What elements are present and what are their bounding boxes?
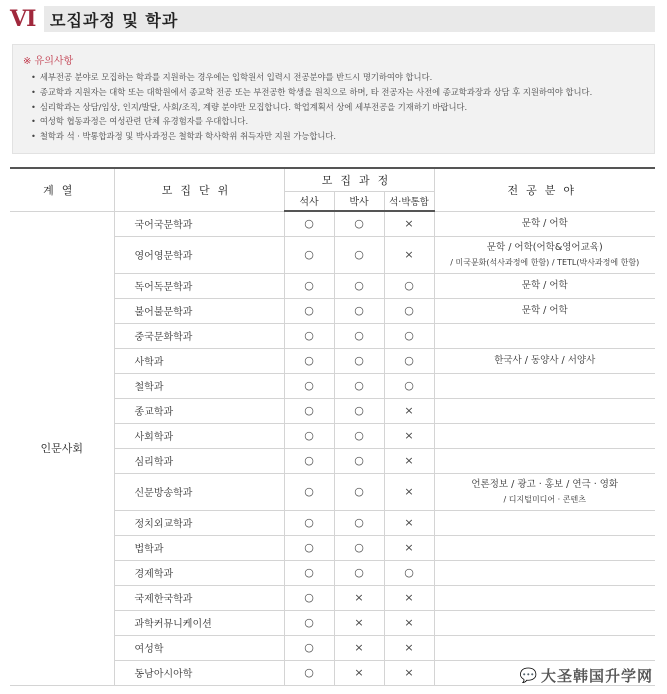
unit-cell xyxy=(114,211,284,236)
field-text: 문학 / 어학(어학&영어교육) xyxy=(486,241,603,253)
watermark xyxy=(520,665,653,686)
masters-mark: ○ xyxy=(284,211,334,236)
field-cell xyxy=(434,635,655,660)
unit-cell xyxy=(114,660,284,685)
field-cell xyxy=(434,298,655,323)
field-text: 문학 / 어학 xyxy=(521,218,568,229)
masters-mark: ○ xyxy=(284,373,334,398)
unit-name: 영어영문학과 xyxy=(134,251,193,262)
header-group: 계열 xyxy=(10,168,114,211)
program-table-body xyxy=(10,211,655,685)
masters-mark: ○ xyxy=(284,473,334,510)
masters-mark: ○ xyxy=(284,585,334,610)
doctoral-mark: × xyxy=(334,610,384,635)
unit-name: 독어독문학과 xyxy=(134,282,193,293)
table-row xyxy=(10,211,655,236)
doctoral-mark: ○ xyxy=(334,323,384,348)
doctoral-mark: ○ xyxy=(334,236,384,273)
integrated-mark: × xyxy=(384,473,434,510)
notice-item: • 세부전공 분야로 모집하는 학과를 지원하는 경우에는 입학원서 입력시 전공분야를 반드시 명기하여야 합니다. xyxy=(23,70,644,85)
masters-mark: ○ xyxy=(284,398,334,423)
header-course: 모집과정 xyxy=(284,168,434,191)
doctoral-mark: ○ xyxy=(334,373,384,398)
integrated-mark: × xyxy=(384,510,434,535)
field-text-line2: / 미국문화(석사과정에 한함) / TETL(박사과정에 한함) xyxy=(450,257,640,267)
unit-name: 중국문화학과 xyxy=(134,332,193,343)
unit-name: 국제한국학과 xyxy=(134,594,193,605)
section-number: VI xyxy=(10,6,36,32)
unit-cell xyxy=(114,585,284,610)
masters-mark: ○ xyxy=(284,423,334,448)
integrated-mark: ○ xyxy=(384,323,434,348)
doctoral-mark: × xyxy=(334,660,384,685)
field-text: 문학 / 어학 xyxy=(521,280,568,291)
unit-name: 경제학과 xyxy=(134,569,174,580)
masters-mark: ○ xyxy=(284,610,334,635)
unit-name: 국어국문학과 xyxy=(134,220,193,231)
field-cell xyxy=(434,510,655,535)
masters-mark: ○ xyxy=(284,273,334,298)
masters-mark: ○ xyxy=(284,348,334,373)
field-cell xyxy=(434,211,655,236)
doctoral-mark: ○ xyxy=(334,348,384,373)
integrated-mark: ○ xyxy=(384,298,434,323)
header-masters: 석사 xyxy=(284,191,334,211)
unit-name: 법학과 xyxy=(134,544,164,555)
doctoral-mark: × xyxy=(334,585,384,610)
masters-mark: ○ xyxy=(284,635,334,660)
integrated-mark: × xyxy=(384,660,434,685)
unit-name: 여성학 xyxy=(134,644,164,655)
unit-name: 종교학과 xyxy=(134,407,174,418)
field-text: 한국사 / 동양사 / 서양사 xyxy=(494,355,596,366)
unit-cell xyxy=(114,610,284,635)
integrated-mark: × xyxy=(384,585,434,610)
notice-item: • 여성학 협동과정은 여성관련 단체 유경험자를 우대합니다. xyxy=(23,114,644,129)
integrated-mark: × xyxy=(384,610,434,635)
field-text: 언론정보 / 광고 · 홍보 / 연극 · 영화 xyxy=(471,478,619,490)
header-integrated: 석·박통합 xyxy=(384,191,434,211)
doctoral-mark: ○ xyxy=(334,273,384,298)
unit-cell xyxy=(114,535,284,560)
program-table xyxy=(10,167,655,686)
unit-name: 철학과 xyxy=(134,382,164,393)
field-cell xyxy=(434,236,655,273)
integrated-mark: × xyxy=(384,535,434,560)
doctoral-mark: ○ xyxy=(334,560,384,585)
header-doctoral: 박사 xyxy=(334,191,384,211)
unit-cell xyxy=(114,273,284,298)
notice-box xyxy=(12,44,655,154)
unit-cell xyxy=(114,423,284,448)
unit-name: 사회학과 xyxy=(134,432,174,443)
field-cell xyxy=(434,610,655,635)
field-cell xyxy=(434,348,655,373)
unit-name: 불어불문학과 xyxy=(134,307,193,318)
notice-item: • 심리학과는 상담/임상, 인지/발달, 사회/조직, 계량 분야만 모집합니다. 학업계획서 상에 세부전공을 기재하기 바랍니다. xyxy=(23,100,644,115)
field-cell xyxy=(434,560,655,585)
field-cell xyxy=(434,273,655,298)
integrated-mark: × xyxy=(384,423,434,448)
masters-mark: ○ xyxy=(284,510,334,535)
doctoral-mark: ○ xyxy=(334,473,384,510)
unit-cell xyxy=(114,323,284,348)
masters-mark: ○ xyxy=(284,660,334,685)
group-cell: 인문사회 xyxy=(10,211,114,685)
unit-cell xyxy=(114,298,284,323)
unit-name: 정치외교학과 xyxy=(134,519,193,530)
integrated-mark: ○ xyxy=(384,560,434,585)
section-header xyxy=(10,6,655,32)
doctoral-mark: × xyxy=(334,635,384,660)
field-cell xyxy=(434,423,655,448)
field-cell xyxy=(434,585,655,610)
unit-cell xyxy=(114,635,284,660)
integrated-mark: × xyxy=(384,236,434,273)
masters-mark: ○ xyxy=(284,560,334,585)
integrated-mark: × xyxy=(384,448,434,473)
doctoral-mark: ○ xyxy=(334,423,384,448)
header-field: 전공분야 xyxy=(434,168,655,211)
field-cell xyxy=(434,535,655,560)
masters-mark: ○ xyxy=(284,298,334,323)
field-text: 문학 / 어학 xyxy=(521,305,568,316)
notice-item: • 철학과 석 · 박통합과정 및 박사과정은 철학과 학사학위 취득자만 지원 가능합니다. xyxy=(23,129,644,144)
unit-cell xyxy=(114,473,284,510)
masters-mark: ○ xyxy=(284,236,334,273)
unit-name: 동남아시아학 xyxy=(134,669,193,680)
integrated-mark: ○ xyxy=(384,348,434,373)
unit-cell xyxy=(114,236,284,273)
wechat-icon: 💬 xyxy=(519,667,537,684)
section-title-bar xyxy=(44,6,655,32)
notice-item: • 종교학과 지원자는 대학 또는 대학원에서 종교학 전공 또는 부전공한 학생을 원칙으로 하며, 타 전공자는 사전에 종교학과장과 상담 후 지원하여야 합니다. xyxy=(23,85,644,100)
integrated-mark: ○ xyxy=(384,373,434,398)
unit-name: 과학커뮤니케이션 xyxy=(134,619,212,630)
doctoral-mark: ○ xyxy=(334,510,384,535)
integrated-mark: × xyxy=(384,211,434,236)
field-cell xyxy=(434,398,655,423)
masters-mark: ○ xyxy=(284,535,334,560)
masters-mark: ○ xyxy=(284,323,334,348)
field-cell xyxy=(434,448,655,473)
doctoral-mark: ○ xyxy=(334,448,384,473)
unit-name: 신문방송학과 xyxy=(134,488,193,499)
field-cell xyxy=(434,473,655,510)
notice-list xyxy=(23,70,644,144)
doctoral-mark: ○ xyxy=(334,535,384,560)
unit-cell xyxy=(114,398,284,423)
field-cell xyxy=(434,373,655,398)
doctoral-mark: ○ xyxy=(334,298,384,323)
unit-cell xyxy=(114,510,284,535)
watermark-text: 大圣韩国升学网 xyxy=(540,667,653,685)
unit-name: 심리학과 xyxy=(134,457,174,468)
doctoral-mark: ○ xyxy=(334,398,384,423)
unit-name: 사학과 xyxy=(134,357,164,368)
integrated-mark: × xyxy=(384,398,434,423)
notice-title: ※ 유의사항 xyxy=(23,56,74,67)
integrated-mark: ○ xyxy=(384,273,434,298)
unit-cell xyxy=(114,560,284,585)
field-cell xyxy=(434,323,655,348)
integrated-mark: × xyxy=(384,635,434,660)
doctoral-mark: ○ xyxy=(334,211,384,236)
unit-cell xyxy=(114,448,284,473)
unit-cell xyxy=(114,373,284,398)
header-unit: 모집단위 xyxy=(114,168,284,211)
masters-mark: ○ xyxy=(284,448,334,473)
field-text-line2: / 디지털미디어 · 콘텐츠 xyxy=(503,494,586,504)
unit-cell xyxy=(114,348,284,373)
section-title: 모집과정 및 학과 xyxy=(50,10,179,30)
